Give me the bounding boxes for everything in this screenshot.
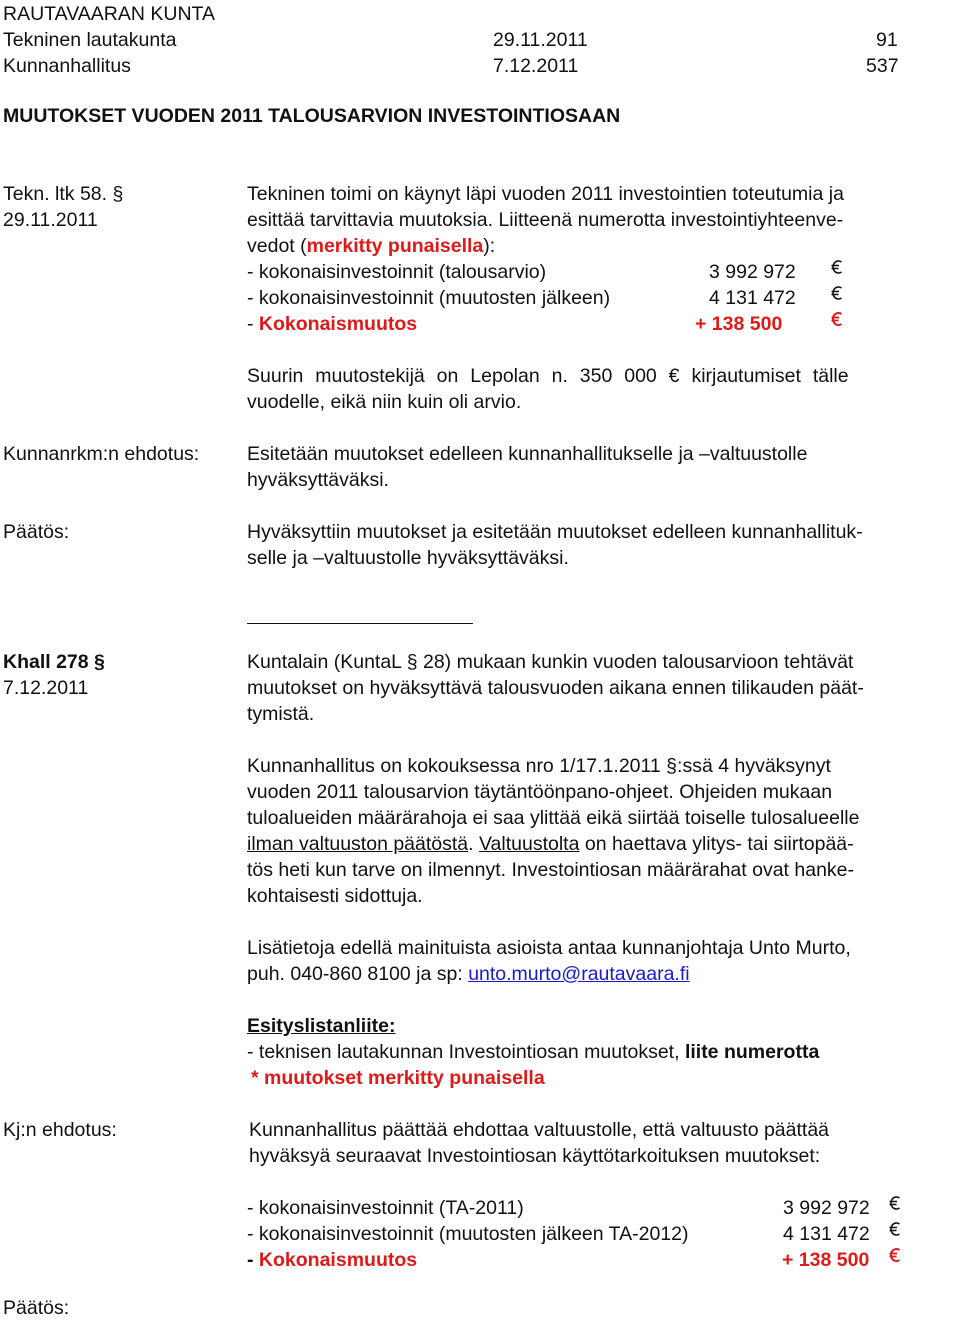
khall-para2-4: ilman valtuuston päätöstä. Valtuustolta on haettava ylitys- tai siirtopää- bbox=[247, 833, 854, 855]
tekn-proposal-2: hyväksyttäväksi. bbox=[247, 469, 389, 491]
red-note: merkitty punaisella bbox=[306, 235, 484, 257]
header-date-1: 29.11.2011 bbox=[493, 29, 588, 51]
tekn-line-1: Tekninen toimi on käynyt läpi vuoden 2011 investointien toteutumia ja bbox=[247, 183, 844, 205]
khall-para2-1: Kunnanhallitus on kokouksessa nro 1/17.1.2011 §:ssä 4 hyväksynyt bbox=[247, 755, 831, 777]
tekn-decision-1: Hyväksyttiin muutokset ja esitetään muutokset edelleen kunnanhallituk- bbox=[247, 521, 863, 543]
khall-para2-3: tuloalueiden määrärahoja ei saa ylittää eikä siirtää toiselle tulosalueelle bbox=[247, 807, 860, 829]
tekn-ref-date: 29.11.2011 bbox=[3, 209, 98, 231]
tekn-line-3: vedot (merkitty punaisella): bbox=[247, 235, 496, 257]
euro-icon bbox=[831, 285, 843, 301]
euro-icon bbox=[831, 311, 843, 327]
khall-para1-1: Kuntalain (KuntaL § 28) mukaan kunkin vuoden talousarvioon tehtävät bbox=[247, 651, 854, 673]
tekn-item-3: - Kokonaismuutos + 138 500 bbox=[247, 311, 843, 337]
section-divider bbox=[247, 623, 473, 624]
khall-para1-2: muutokset on hyväksyttävä talousvuoden aikana ennen tilikauden päät- bbox=[247, 677, 864, 699]
khall-para3-1: Lisätietoja edellä mainituista asioista antaa kunnanjohtaja Unto Murto, bbox=[247, 937, 851, 959]
org-name: RAUTAVAARAN KUNTA bbox=[3, 3, 215, 25]
tekn-ref: Tekn. ltk 58. § bbox=[3, 183, 124, 205]
tekn-item-2: - kokonaisinvestoinnit (muutosten jälkeen) 4 131 472 bbox=[247, 285, 843, 311]
khall-para1-3: tymistä. bbox=[247, 703, 315, 725]
khall-para2-6: kohtaisesti sidottuja. bbox=[247, 885, 423, 907]
header-page-2: 537 bbox=[866, 55, 899, 77]
khall-proposal-1: Kunnanhallitus päättää ehdottaa valtuustolle, että valtuusto päättää bbox=[249, 1119, 830, 1141]
khall-para2-5: tös heti kun tarve on ilmennyt. Investointiosan määrärahat ovat hanke- bbox=[247, 859, 855, 881]
khall-para2-2: vuoden 2011 talousarvion täytäntöönpano-ohjeet. Ohjeiden mukaan bbox=[247, 781, 833, 803]
tekn-decision-2: selle ja –valtuustolle hyväksyttäväksi. bbox=[247, 547, 569, 569]
attachment-line-2: * muutokset merkitty punaisella bbox=[251, 1067, 545, 1089]
euro-icon bbox=[831, 259, 843, 275]
tekn-line-2: esittää tarvittavia muutoksia. Liitteenä numerotta investointiyhteenve- bbox=[247, 209, 844, 231]
khall-ref: Khall 278 § bbox=[3, 651, 105, 673]
khall-proposal-label: Kj:n ehdotus: bbox=[3, 1119, 117, 1141]
khall-item-2: - kokonaisinvestoinnit (muutosten jälkeen TA-2012) 4 131 472 bbox=[247, 1221, 901, 1247]
attachment-line-1: - teknisen lautakunnan Investointiosan muutokset, liite numerotta bbox=[247, 1041, 820, 1063]
khall-item-3: - Kokonaismuutos + 138 500 bbox=[247, 1247, 901, 1273]
khall-proposal-2: hyväksyä seuraavat Investointiosan käyttötarkoituksen muutokset: bbox=[249, 1145, 821, 1167]
euro-icon bbox=[889, 1221, 901, 1237]
header-body-2: Kunnanhallitus bbox=[3, 55, 131, 77]
euro-icon bbox=[889, 1247, 901, 1263]
tekn-para2-2: vuodelle, eikä niin kuin oli arvio. bbox=[247, 391, 522, 413]
email-link[interactable]: unto.murto@rautavaara.fi bbox=[468, 963, 690, 985]
header-body-1: Tekninen lautakunta bbox=[3, 29, 177, 51]
khall-ref-date: 7.12.2011 bbox=[3, 677, 89, 699]
khall-para3-2: puh. 040-860 8100 ja sp: unto.murto@rautavaara.fi bbox=[247, 963, 690, 985]
tekn-proposal-label: Kunnanrkm:n ehdotus: bbox=[3, 443, 200, 465]
attachment-title: Esityslistanliite: bbox=[247, 1015, 396, 1037]
tekn-proposal-1: Esitetään muutokset edelleen kunnanhallitukselle ja –valtuustolle bbox=[247, 443, 808, 465]
khall-item-1: - kokonaisinvestoinnit (TA-2011) 3 992 972 bbox=[247, 1195, 901, 1221]
tekn-decision-label: Päätös: bbox=[3, 521, 70, 543]
euro-icon bbox=[889, 1195, 901, 1211]
tekn-para2-1: Suurin muutostekijä on Lepolan n. 350 000 € kirjautumiset tälle bbox=[247, 365, 849, 387]
header-date-2: 7.12.2011 bbox=[493, 55, 579, 77]
page-title: MUUTOKSET VUODEN 2011 TALOUSARVION INVESTOINTIOSAAN bbox=[3, 105, 621, 127]
header-page-1: 91 bbox=[876, 29, 898, 51]
tekn-item-1: - kokonaisinvestoinnit (talousarvio) 3 992 972 bbox=[247, 259, 843, 285]
khall-decision-label: Päätös: bbox=[3, 1297, 70, 1319]
